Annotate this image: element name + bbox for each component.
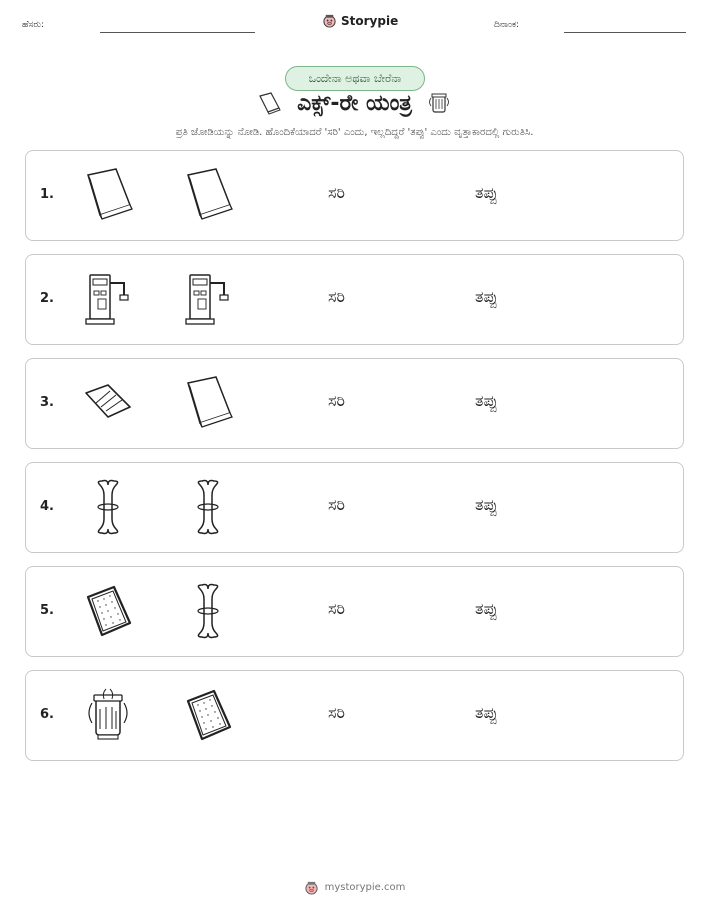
question-card-5 <box>25 566 684 657</box>
option-true[interactable]: ಸರಿ <box>328 287 345 306</box>
question-number: 2. <box>40 291 54 306</box>
question-number: 5. <box>40 603 54 618</box>
film-plate-icon <box>78 581 138 641</box>
activity-badge: ಒಂದೇನಾ ಅಥವಾ ಬೇರೆನಾ <box>285 66 425 91</box>
name-label: ಹೆಸರು: <box>22 20 45 30</box>
brand-name: Storypie <box>341 13 399 28</box>
xray-machine-icon <box>178 269 238 329</box>
question-card-6 <box>25 670 684 761</box>
pig-icon <box>322 13 337 28</box>
option-false[interactable]: ತಪ್ಪು <box>475 391 498 410</box>
option-false[interactable]: ತಪ್ಪು <box>475 703 498 722</box>
footer-url[interactable]: mystorypie.com <box>324 882 406 893</box>
brand-logo <box>322 13 398 28</box>
option-true[interactable]: ಸರಿ <box>328 183 345 202</box>
question-card-1 <box>25 150 684 241</box>
option-true[interactable]: ಸರಿ <box>328 599 345 618</box>
glass-plate-icon <box>78 373 138 433</box>
book-icon <box>257 90 283 116</box>
page-title: ಎಕ್ಸ್-ರೇ ಯಂತ್ರ <box>297 90 412 116</box>
lab-jar-icon <box>426 90 452 116</box>
footer <box>0 880 709 895</box>
xray-machine-icon <box>78 269 138 329</box>
question-number: 1. <box>40 187 54 202</box>
bone-icon <box>78 477 138 537</box>
bone-icon <box>178 581 238 641</box>
option-false[interactable]: ತಪ್ಪು <box>475 183 498 202</box>
option-false[interactable]: ತಪ್ಪು <box>475 495 498 514</box>
option-false[interactable]: ತಪ್ಪು <box>475 287 498 306</box>
book-icon <box>178 165 238 225</box>
book-icon <box>78 165 138 225</box>
bone-icon <box>178 477 238 537</box>
lab-jar-icon <box>78 685 138 745</box>
pig-icon <box>304 880 319 895</box>
name-line[interactable] <box>100 32 255 33</box>
question-number: 6. <box>40 707 54 722</box>
question-card-4 <box>25 462 684 553</box>
date-line[interactable] <box>564 32 686 33</box>
instructions: ಪ್ರತಿ ಜೋಡಿಯನ್ನು ನೋಡಿ. ಹೊಂದಿಕೆಯಾದರೆ 'ಸರಿ' ಎಂದು, ಇಲ್ಲದಿದ್ದರೆ 'ತಪ್ಪು' ಎಂದು ವೃತ್ತಾಕಾರದಲ್ಲಿ ಗುರುತಿಸಿ. <box>175 127 534 138</box>
question-card-2 <box>25 254 684 345</box>
option-true[interactable]: ಸರಿ <box>328 703 345 722</box>
question-number: 4. <box>40 499 54 514</box>
option-true[interactable]: ಸರಿ <box>328 495 345 514</box>
film-plate-icon <box>178 685 238 745</box>
book-icon <box>178 373 238 433</box>
question-number: 3. <box>40 395 54 410</box>
question-card-3 <box>25 358 684 449</box>
date-label: ದಿನಾಂಕ: <box>494 20 520 30</box>
option-true[interactable]: ಸರಿ <box>328 391 345 410</box>
option-false[interactable]: ತಪ್ಪು <box>475 599 498 618</box>
